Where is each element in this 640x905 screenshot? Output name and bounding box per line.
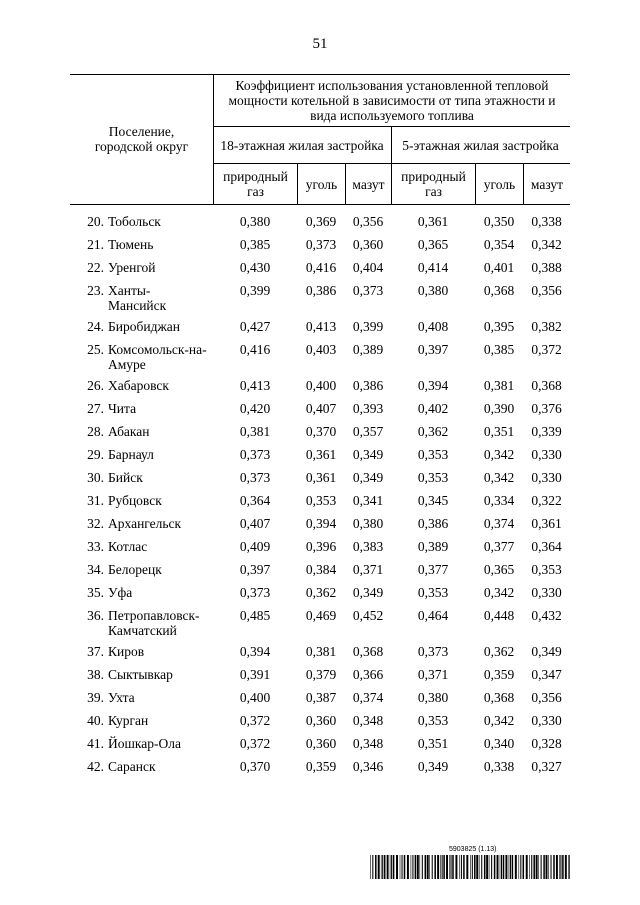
coefficient-value: 0,349 <box>531 644 562 659</box>
settlement-name: Барнаул <box>108 447 154 462</box>
coefficient-value: 0,372 <box>239 713 271 728</box>
settlement-name: Архангельск <box>108 516 182 531</box>
coefficient-value: 0,330 <box>531 585 562 600</box>
coefficient-value: 0,469 <box>305 608 337 623</box>
coefficient-value: 0,322 <box>531 493 562 508</box>
settlement-name: Киров <box>108 644 145 659</box>
coefficient-value: 0,360 <box>305 736 337 751</box>
coefficient-value: 0,388 <box>531 260 562 275</box>
row-number: 36. <box>87 608 104 623</box>
coefficient-value: 0,383 <box>352 539 384 554</box>
table-row <box>70 644 570 667</box>
table-row <box>70 562 570 585</box>
coefficient-value: 0,342 <box>483 713 515 728</box>
coefficient-value: 0,364 <box>531 539 562 554</box>
coefficient-value: 0,386 <box>352 378 384 393</box>
table-row <box>70 424 570 447</box>
table-row <box>70 736 570 759</box>
coefficient-value: 0,397 <box>417 342 449 357</box>
coefficient-value: 0,380 <box>417 690 449 705</box>
row-number: 39. <box>87 690 104 705</box>
coefficient-value: 0,330 <box>531 470 562 485</box>
header-fuel: природный газ <box>401 169 466 199</box>
coefficient-value: 0,377 <box>483 539 515 554</box>
coefficient-value: 0,368 <box>483 283 515 298</box>
settlement-name: Ухта <box>108 690 135 705</box>
coefficient-value: 0,413 <box>239 378 271 393</box>
settlement-name: Бийск <box>108 470 143 485</box>
table-header <box>70 74 570 205</box>
coefficient-value: 0,339 <box>531 424 562 439</box>
table-row <box>70 585 570 608</box>
settlement-name: Чита <box>108 401 137 416</box>
coefficient-value: 0,452 <box>352 608 384 623</box>
settlement-name: Белорецк <box>108 562 162 577</box>
coefficient-value: 0,427 <box>239 319 271 334</box>
coefficient-value: 0,327 <box>531 759 562 774</box>
settlement-name: Комсомольск-на-Амуре <box>108 342 207 372</box>
coefficient-value: 0,432 <box>531 608 562 623</box>
coefficient-value: 0,394 <box>417 378 449 393</box>
coefficient-value: 0,409 <box>239 539 271 554</box>
row-number: 31. <box>87 493 104 508</box>
coefficient-value: 0,349 <box>352 585 384 600</box>
coefficient-value: 0,353 <box>417 470 449 485</box>
coefficient-value: 0,400 <box>239 690 271 705</box>
coefficient-value: 0,371 <box>417 667 449 682</box>
table-row <box>70 342 570 378</box>
row-number: 32. <box>87 516 104 531</box>
coefficient-value: 0,393 <box>352 401 384 416</box>
barcode-icon <box>370 855 570 879</box>
coefficient-value: 0,357 <box>352 424 384 439</box>
row-number: 24. <box>87 319 104 334</box>
row-number: 30. <box>87 470 104 485</box>
coefficient-value: 0,385 <box>483 342 515 357</box>
coefficient-value: 0,370 <box>305 424 337 439</box>
coefficient-value: 0,430 <box>239 260 271 275</box>
table-row <box>70 516 570 539</box>
coefficient-value: 0,368 <box>483 690 515 705</box>
header-fuel: уголь <box>305 176 338 192</box>
coefficient-value: 0,395 <box>483 319 515 334</box>
coefficient-value: 0,351 <box>417 736 449 751</box>
coefficient-value: 0,345 <box>417 493 449 508</box>
coefficient-value: 0,384 <box>305 562 337 577</box>
coefficient-value: 0,361 <box>417 214 449 229</box>
coefficient-value: 0,403 <box>305 342 337 357</box>
coefficient-value: 0,371 <box>352 562 384 577</box>
header-bottom-rule <box>70 204 570 205</box>
coefficient-value: 0,347 <box>531 667 562 682</box>
table-row <box>70 401 570 424</box>
coefficient-value: 0,362 <box>483 644 515 659</box>
coefficient-value: 0,381 <box>305 644 337 659</box>
table-row <box>70 713 570 736</box>
header-fuel: природный газ <box>223 169 288 199</box>
coefficient-value: 0,376 <box>531 401 562 416</box>
coefficient-value: 0,407 <box>305 401 337 416</box>
coefficient-value: 0,394 <box>239 644 271 659</box>
table-row <box>70 608 570 644</box>
coefficient-value: 0,381 <box>483 378 515 393</box>
settlement-name: Ханты-Мансийск <box>108 283 167 313</box>
row-number: 33. <box>87 539 104 554</box>
row-number: 20. <box>87 214 104 229</box>
row-number: 22. <box>87 260 104 275</box>
settlement-name: Уфа <box>108 585 133 600</box>
coefficient-value: 0,353 <box>531 562 562 577</box>
row-number: 28. <box>87 424 104 439</box>
header-coefficient: Коэффициент использования установленной тепловой мощности котельной в зависимости от типа этажности и вида используемого топлива <box>228 78 556 123</box>
table-row <box>70 283 570 319</box>
coefficient-value: 0,362 <box>417 424 449 439</box>
table-row <box>70 214 570 237</box>
header-fuel: уголь <box>483 176 516 192</box>
coefficient-value: 0,342 <box>483 470 515 485</box>
coefficient-value: 0,365 <box>483 562 515 577</box>
settlement-name: Абакан <box>108 424 150 439</box>
coefficient-value: 0,330 <box>531 713 562 728</box>
settlement-name: Сыктывкар <box>108 667 173 682</box>
settlement-name: Котлас <box>108 539 148 554</box>
row-number: 35. <box>87 585 104 600</box>
coefficient-value: 0,394 <box>305 516 337 531</box>
coefficient-value: 0,391 <box>239 667 271 682</box>
coefficient-value: 0,348 <box>352 736 384 751</box>
coefficient-value: 0,372 <box>239 736 271 751</box>
coefficient-value: 0,348 <box>352 713 384 728</box>
table-row <box>70 690 570 713</box>
table-row <box>70 319 570 342</box>
coefficient-value: 0,356 <box>352 214 384 229</box>
coefficient-value: 0,338 <box>483 759 515 774</box>
coefficient-value: 0,365 <box>417 237 449 252</box>
row-number: 34. <box>87 562 104 577</box>
table-body <box>70 214 570 782</box>
coefficient-value: 0,374 <box>483 516 515 531</box>
coefficient-value: 0,356 <box>531 690 562 705</box>
coefficient-value: 0,390 <box>483 401 515 416</box>
coefficient-value: 0,360 <box>352 237 384 252</box>
coefficient-value: 0,353 <box>305 493 337 508</box>
coefficient-value: 0,351 <box>483 424 515 439</box>
coefficient-value: 0,373 <box>239 470 271 485</box>
settlement-name: Курган <box>108 713 149 728</box>
settlement-name: Петропавловск-Камчатский <box>108 608 200 638</box>
coefficient-value: 0,359 <box>483 667 515 682</box>
row-number: 29. <box>87 447 104 462</box>
table-row <box>70 447 570 470</box>
coefficient-value: 0,416 <box>239 342 271 357</box>
coefficient-value: 0,382 <box>531 319 562 334</box>
coefficient-value: 0,373 <box>239 585 271 600</box>
coefficient-value: 0,330 <box>531 447 562 462</box>
row-number: 38. <box>87 667 104 682</box>
table-row <box>70 493 570 516</box>
row-number: 40. <box>87 713 104 728</box>
row-number: 26. <box>87 378 104 393</box>
coefficient-value: 0,349 <box>352 447 384 462</box>
header-settlement: Поселение, городской округ <box>94 124 189 154</box>
header-fuel: мазут <box>352 176 385 192</box>
coefficient-value: 0,407 <box>239 516 271 531</box>
coefficient-value: 0,381 <box>239 424 271 439</box>
document-code: 5903825 (1.13) <box>449 846 497 853</box>
settlement-name: Саранск <box>108 759 156 774</box>
coefficient-value: 0,353 <box>417 713 449 728</box>
coefficient-value: 0,397 <box>239 562 271 577</box>
row-number: 37. <box>87 644 104 659</box>
row-number: 41. <box>87 736 104 751</box>
coefficient-value: 0,379 <box>305 667 337 682</box>
coefficient-value: 0,399 <box>239 283 271 298</box>
header-fuel: мазут <box>530 176 564 192</box>
coefficient-value: 0,372 <box>531 342 562 357</box>
table-row <box>70 470 570 493</box>
row-number: 27. <box>87 401 104 416</box>
coefficient-value: 0,373 <box>305 237 337 252</box>
coefficient-value: 0,356 <box>531 283 562 298</box>
coefficient-value: 0,401 <box>483 260 515 275</box>
settlement-name: Тюмень <box>108 237 154 252</box>
coefficient-value: 0,380 <box>417 283 449 298</box>
coefficient-value: 0,377 <box>417 562 449 577</box>
coefficient-value: 0,370 <box>239 759 271 774</box>
settlement-name: Уренгой <box>108 260 156 275</box>
coefficient-value: 0,361 <box>531 516 562 531</box>
table-row <box>70 378 570 401</box>
coefficient-value: 0,362 <box>305 585 337 600</box>
coefficient-value: 0,404 <box>352 260 384 275</box>
coefficient-value: 0,340 <box>483 736 515 751</box>
settlement-name: Хабаровск <box>108 378 169 393</box>
coefficient-value: 0,369 <box>305 214 337 229</box>
coefficient-value: 0,342 <box>483 585 515 600</box>
row-number: 23. <box>87 283 104 298</box>
coefficient-value: 0,385 <box>239 237 271 252</box>
settlement-name: Биробиджан <box>108 319 180 334</box>
coefficient-value: 0,420 <box>239 401 271 416</box>
page-number: 51 <box>312 36 328 52</box>
coefficient-value: 0,328 <box>531 736 562 751</box>
coefficient-value: 0,396 <box>305 539 337 554</box>
coefficient-value: 0,485 <box>239 608 271 623</box>
coefficient-value: 0,341 <box>352 493 384 508</box>
table-row <box>70 667 570 690</box>
header-group-5: 5-этажная жилая застройка <box>402 137 559 153</box>
coefficient-value: 0,373 <box>239 447 271 462</box>
coefficient-value: 0,353 <box>417 585 449 600</box>
coefficient-value: 0,380 <box>352 516 384 531</box>
coefficient-value: 0,366 <box>352 667 384 682</box>
settlement-name: Рубцовск <box>108 493 162 508</box>
coefficient-value: 0,349 <box>417 759 449 774</box>
coefficient-value: 0,360 <box>305 713 337 728</box>
coefficient-value: 0,389 <box>352 342 384 357</box>
coefficient-value: 0,386 <box>417 516 449 531</box>
row-number: 21. <box>87 237 104 252</box>
table-row <box>70 539 570 562</box>
coefficient-value: 0,368 <box>531 378 562 393</box>
coefficient-value: 0,413 <box>305 319 337 334</box>
coefficient-value: 0,349 <box>352 470 384 485</box>
coefficient-value: 0,334 <box>483 493 515 508</box>
coefficient-value: 0,364 <box>239 493 271 508</box>
coefficient-value: 0,350 <box>483 214 515 229</box>
coefficient-value: 0,380 <box>239 214 271 229</box>
coefficient-value: 0,374 <box>352 690 384 705</box>
coefficient-value: 0,373 <box>352 283 384 298</box>
settlement-name: Йошкар-Ола <box>108 736 181 751</box>
coefficient-value: 0,354 <box>483 237 515 252</box>
coefficient-value: 0,387 <box>305 690 337 705</box>
coefficient-value: 0,373 <box>417 644 449 659</box>
coefficient-value: 0,338 <box>531 214 562 229</box>
coefficient-value: 0,402 <box>417 401 449 416</box>
coefficient-value: 0,386 <box>305 283 337 298</box>
coefficient-value: 0,414 <box>417 260 449 275</box>
coefficient-value: 0,342 <box>531 237 562 252</box>
coefficient-value: 0,342 <box>483 447 515 462</box>
coefficient-value: 0,408 <box>417 319 449 334</box>
coefficient-value: 0,389 <box>417 539 449 554</box>
coefficient-value: 0,361 <box>305 447 337 462</box>
header-group-18: 18-этажная жилая застройка <box>220 137 384 153</box>
coefficient-value: 0,448 <box>483 608 515 623</box>
table-row <box>70 260 570 283</box>
coefficient-value: 0,416 <box>305 260 337 275</box>
table-row <box>70 759 570 782</box>
table-row <box>70 237 570 260</box>
row-number: 42. <box>87 759 104 774</box>
row-number: 25. <box>87 342 104 357</box>
coefficient-value: 0,353 <box>417 447 449 462</box>
coefficient-value: 0,346 <box>352 759 384 774</box>
coefficient-value: 0,368 <box>352 644 384 659</box>
coefficient-value: 0,399 <box>352 319 384 334</box>
settlement-name: Тобольск <box>108 214 161 229</box>
coefficient-value: 0,359 <box>305 759 337 774</box>
coefficient-value: 0,400 <box>305 378 337 393</box>
coefficient-value: 0,361 <box>305 470 337 485</box>
coefficient-value: 0,464 <box>417 608 449 623</box>
